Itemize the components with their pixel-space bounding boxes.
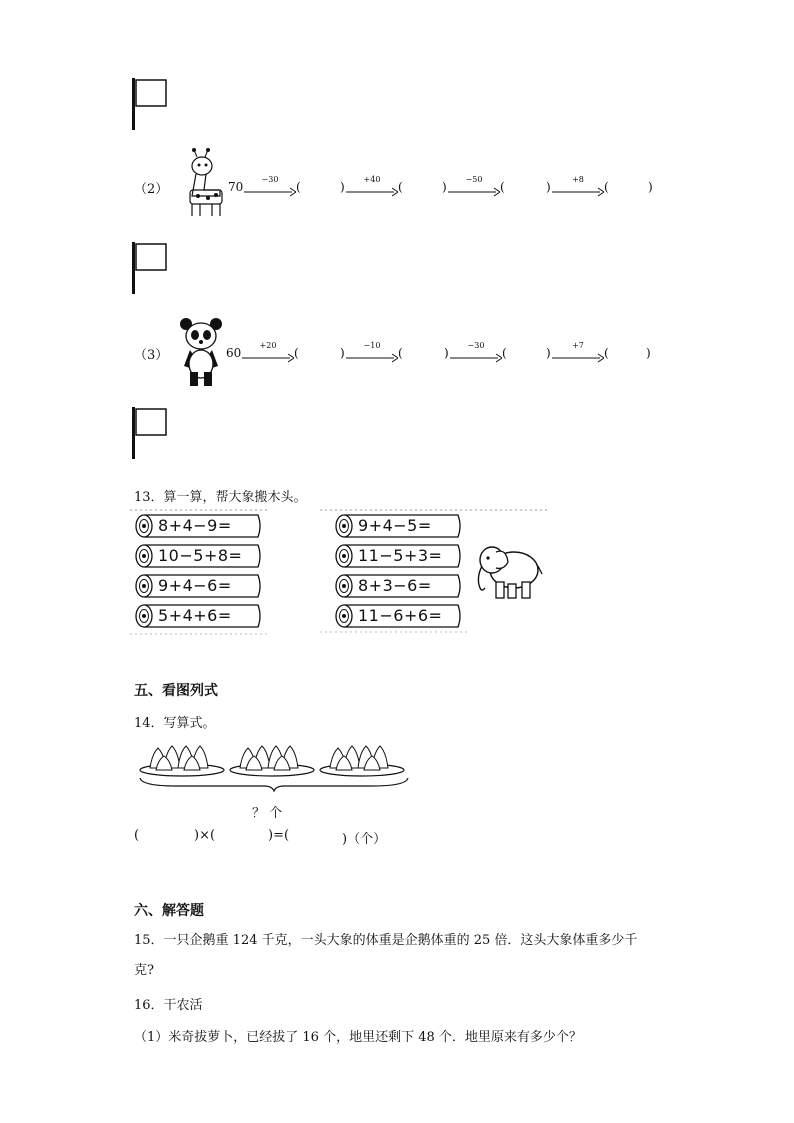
- arrow: [552, 341, 604, 362]
- question-title: 16．干农活: [134, 998, 203, 1013]
- log-equation: 11−5+3=: [358, 546, 443, 565]
- question-label: （3）: [134, 348, 169, 363]
- arrow: [242, 341, 294, 362]
- brace: [140, 778, 408, 791]
- blank-open: (: [296, 180, 301, 194]
- operator: −10: [363, 341, 381, 350]
- blank-close: ): [444, 346, 449, 360]
- flag-icon: [130, 405, 170, 461]
- section-heading: 五、看图列式: [134, 683, 218, 699]
- calculation-chain: [226, 338, 666, 368]
- blank-close: ): [340, 346, 345, 360]
- chain-start: 70: [228, 180, 244, 194]
- peach-plates-illustration: [136, 740, 412, 792]
- blank-close: ): [646, 346, 651, 360]
- sub-question: （1）米奇拔萝卜，已经拔了 16 个，地里还剩下 48 个．地里原来有多少个？: [134, 1030, 582, 1045]
- section-heading: 六、解答题: [134, 903, 204, 919]
- log-equation: 5+4+6=: [158, 606, 232, 625]
- blank-open: (: [604, 180, 609, 194]
- operator: +40: [363, 175, 381, 184]
- log-equation: 11−6+6=: [358, 606, 443, 625]
- calculation-chain: [228, 172, 668, 202]
- flag-icon: [130, 76, 170, 132]
- log-equation: 10−5+8=: [158, 546, 243, 565]
- log-equation: 8+3−6=: [358, 576, 432, 595]
- blank-close: ): [340, 180, 345, 194]
- operator: −30: [467, 341, 485, 350]
- blank-close: ): [648, 180, 653, 194]
- blank-open: (: [604, 346, 609, 360]
- blank-open: (: [294, 346, 299, 360]
- blank-close: ): [546, 346, 551, 360]
- arrow: [346, 175, 398, 196]
- arrow: [244, 175, 296, 196]
- blank-open: (: [398, 180, 403, 194]
- operator: +20: [259, 341, 277, 350]
- log-equation: 9+4−6=: [158, 576, 232, 595]
- q15-line-1: 15．一只企鹅重 124 千克，一头大象的体重是企鹅体重的 25 倍．这头大象体重多少千: [134, 933, 638, 948]
- operator: −30: [261, 175, 279, 184]
- giraffe-icon: [180, 146, 228, 220]
- blank-open: (: [398, 346, 403, 360]
- chain-start: 60: [226, 346, 242, 360]
- operator: +8: [572, 175, 584, 184]
- operator: +7: [572, 341, 584, 350]
- question-title: 13．算一算，帮大象搬木头。: [134, 490, 307, 505]
- arrow: [450, 341, 502, 362]
- eq-part: )（个）: [342, 832, 387, 847]
- arrow: [448, 175, 500, 196]
- log-equation: 8+4−9=: [158, 516, 232, 535]
- equation-blank: [134, 828, 434, 848]
- blank-close: ): [546, 180, 551, 194]
- plate-1: [140, 746, 224, 776]
- question-15: [134, 930, 674, 982]
- flag-icon: [130, 240, 170, 296]
- question-label: （2）: [134, 182, 169, 197]
- blank-open: (: [500, 180, 505, 194]
- plate-2: [230, 746, 314, 776]
- panda-icon: [176, 316, 226, 388]
- log-exercise: [130, 508, 550, 636]
- plate-3: [320, 746, 404, 776]
- question-title: 14．写算式。: [134, 716, 216, 731]
- brace-label: ？ 个: [252, 806, 283, 821]
- operator: −50: [465, 175, 483, 184]
- q15-line-2: 克?: [134, 963, 154, 978]
- blank-close: ): [442, 180, 447, 194]
- arrow: [346, 341, 398, 362]
- arrow: [552, 175, 604, 196]
- eq-part: )×(: [194, 828, 216, 843]
- log-equation: 9+4−5=: [358, 516, 432, 535]
- eq-part: (: [134, 828, 140, 843]
- elephant-icon: [472, 538, 544, 604]
- blank-open: (: [502, 346, 507, 360]
- eq-part: )=(: [268, 828, 290, 843]
